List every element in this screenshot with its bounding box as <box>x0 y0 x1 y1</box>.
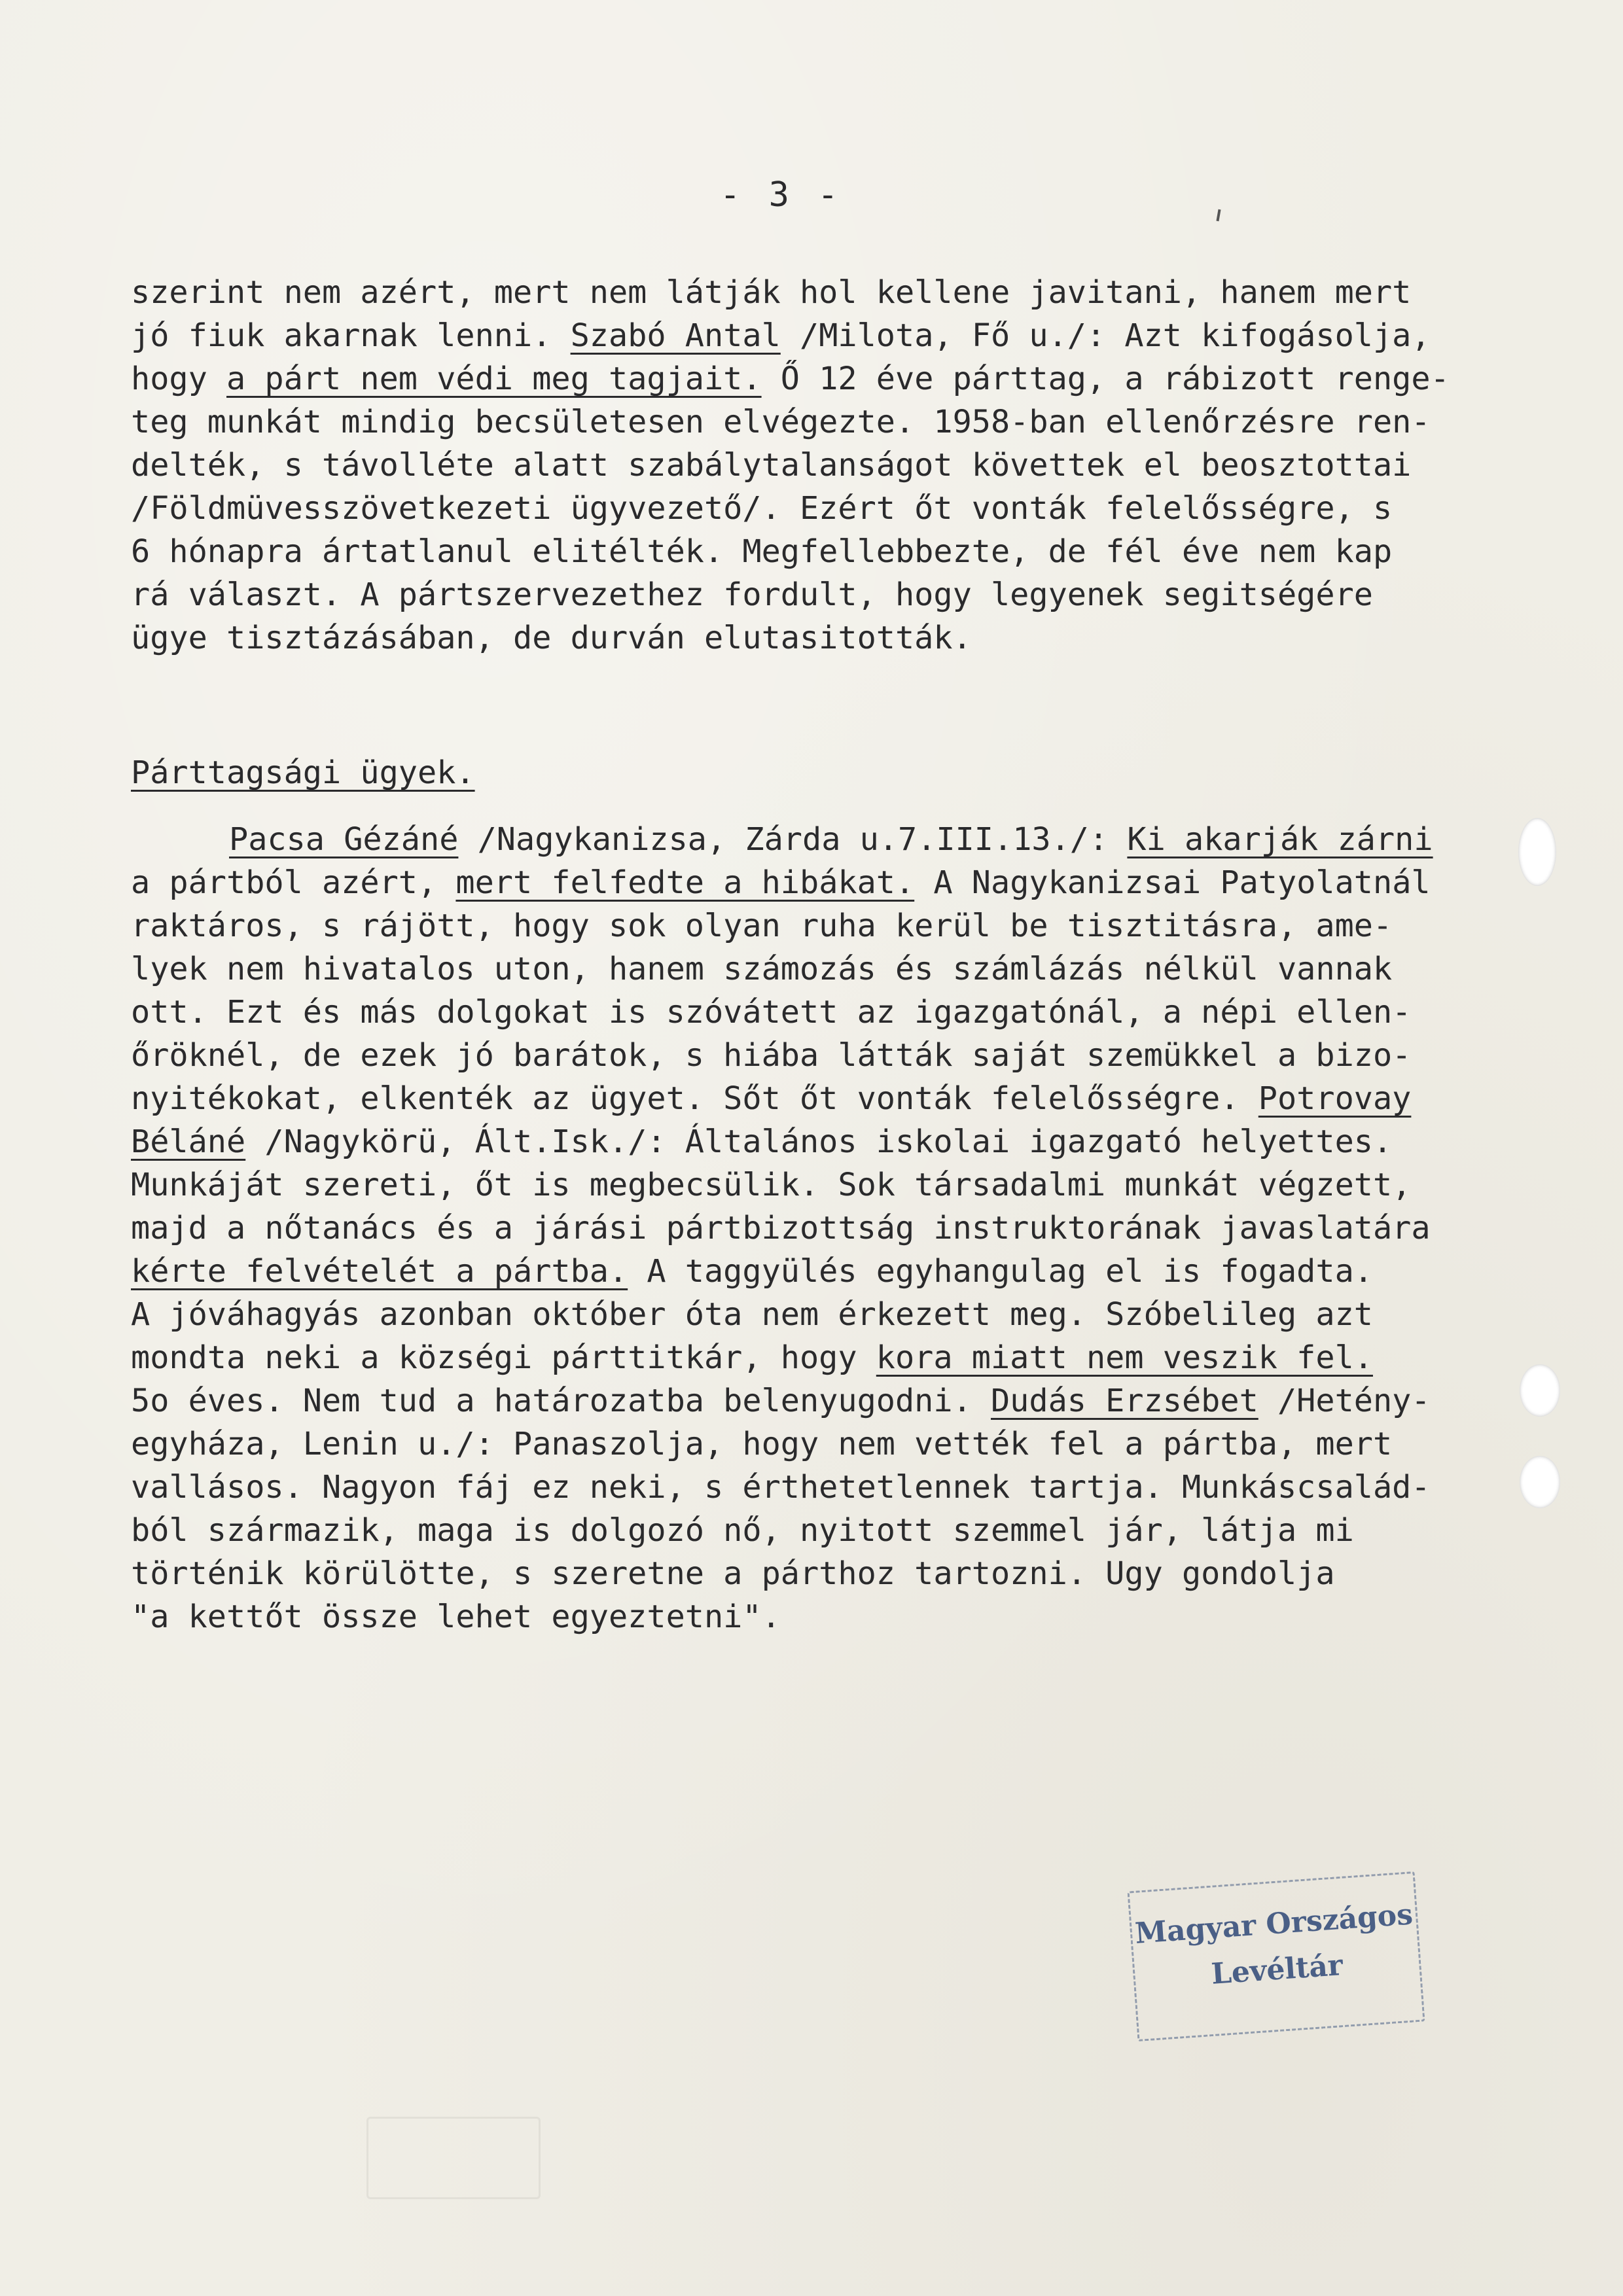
text-line <box>131 1336 1518 1379</box>
text-line <box>131 487 1518 530</box>
text-segment: /Nagykörü, Ált.Isk./: Általános iskolai igazgató helyettes. <box>245 1123 1393 1160</box>
text-segment: 6 hónapra ártatlanul elitélték. Megfellebbezte, de fél éve nem kap <box>131 533 1393 570</box>
text-line <box>131 530 1518 573</box>
text-segment: Ő 12 éve párttag, a rábizott renge- <box>761 361 1450 397</box>
text-segment: 5o éves. Nem tud a határozatba belenyugodni. <box>131 1383 991 1419</box>
text-segment: rá választ. A pártszervezethez fordult, hogy legyenek segitségére <box>131 576 1373 613</box>
text-segment: "a kettőt össze lehet egyeztetni". <box>131 1598 781 1635</box>
text-line <box>131 904 1518 947</box>
text-line <box>131 1163 1518 1207</box>
text-line <box>131 444 1518 487</box>
faint-stamp-impression <box>366 2117 541 2199</box>
text-line <box>131 400 1518 444</box>
text-segment: ott. Ezt és más dolgokat is szóvátett az igazgatónál, a népi ellen- <box>131 994 1412 1031</box>
text-line <box>131 1595 1518 1638</box>
text-segment: /Hetény- <box>1258 1383 1431 1419</box>
text-segment: a pártból azért, <box>131 864 456 901</box>
paragraph-complaints <box>131 271 1518 660</box>
text-line <box>131 357 1518 400</box>
text-segment: vallásos. Nagyon fáj ez neki, s érthetetlennek tartja. Munkáscsalád- <box>131 1469 1431 1506</box>
stamp-line-1: Magyar Országos <box>1133 1898 1414 1951</box>
text-line <box>131 1422 1518 1466</box>
punch-hole <box>1520 1364 1560 1417</box>
punch-hole <box>1518 818 1556 886</box>
text-segment: A jóváhagyás azonban október óta nem érkezett meg. Szóbelileg azt <box>131 1296 1373 1333</box>
text-segment: /Milota, Fő u./: Azt kifogásolja, <box>780 317 1431 354</box>
text-segment: A Nagykanizsai Patyolatnál <box>914 864 1431 901</box>
paragraph-membership-cases <box>131 818 1518 1638</box>
section-heading-text: Párttagsági ügyek. <box>131 754 475 791</box>
text-segment: nyitékokat, elkenték az ügyet. Sőt őt vonták felelősségre. <box>131 1080 1258 1117</box>
text-segment: ból származik, maga is dolgozó nő, nyitott szemmel jár, látja mi <box>131 1512 1354 1549</box>
text-line <box>131 1466 1518 1509</box>
section-heading <box>131 751 1518 794</box>
underlined-phrase: mert felfedte a hibákat. <box>455 864 915 901</box>
underlined-phrase: kora miatt nem veszik fel. <box>876 1339 1373 1376</box>
text-line <box>131 818 1518 861</box>
text-segment: lyek nem hivatalos uton, hanem számozás és számlázás nélkül vannak <box>131 951 1393 987</box>
stray-ink-mark <box>1216 209 1221 221</box>
text-segment: Munkáját szereti, őt is megbecsülik. Sok társadalmi munkát végzett, <box>131 1167 1412 1203</box>
underlined-phrase: Szabó Antal <box>570 317 781 354</box>
underlined-phrase: Ki akarják zárni <box>1127 821 1433 858</box>
text-segment: ügye tisztázásában, de durván elutasitották. <box>131 620 972 656</box>
text-line <box>131 1077 1518 1120</box>
text-line <box>131 1509 1518 1552</box>
text-line <box>131 1293 1518 1336</box>
text-line <box>131 947 1518 991</box>
text-segment: történik körülötte, s szeretne a párthoz tartozni. Ugy gondolja <box>131 1555 1335 1592</box>
text-line <box>131 1207 1518 1250</box>
text-line <box>131 1120 1518 1163</box>
text-segment: delték, s távolléte alatt szabálytalanságot követtek el beosztottai <box>131 447 1412 484</box>
underlined-phrase: Dudás Erzsébet <box>990 1383 1258 1419</box>
text-line <box>131 1379 1518 1422</box>
text-line <box>131 573 1518 616</box>
text-line <box>131 991 1518 1034</box>
archive-stamp <box>1128 1871 1425 2041</box>
page-number: - 3 - <box>720 175 842 215</box>
text-line <box>131 616 1518 660</box>
text-line <box>131 314 1518 357</box>
underlined-phrase: kérte felvételét a pártba. <box>131 1253 628 1290</box>
text-line <box>131 861 1518 904</box>
text-segment: őröknél, de ezek jó barátok, s hiába látták saját szemükkel a bizo- <box>131 1037 1412 1074</box>
text-segment: raktáros, s rájött, hogy sok olyan ruha kerül be tisztitásra, ame- <box>131 908 1393 944</box>
stamp-line-2: Levéltár <box>1210 1948 1344 1991</box>
text-segment: A taggyülés egyhangulag el is fogadta. <box>628 1253 1373 1290</box>
underlined-phrase: Béláné <box>131 1123 246 1160</box>
text-segment: jó fiuk akarnak lenni. <box>131 317 571 354</box>
text-segment: egyháza, Lenin u./: Panaszolja, hogy nem vették fel a pártba, mert <box>131 1426 1393 1462</box>
text-segment: szerint nem azért, mert nem látják hol kellene javitani, hanem mert <box>131 274 1412 311</box>
punch-hole <box>1520 1456 1560 1508</box>
underlined-phrase: Pacsa Gézáné <box>229 821 459 858</box>
underlined-phrase: a párt nem védi meg tagjait. <box>226 361 762 397</box>
text-line <box>131 271 1518 314</box>
text-line <box>131 1250 1518 1293</box>
text-segment: majd a nőtanács és a járási pártbizottság instruktorának javaslatára <box>131 1210 1431 1246</box>
text-segment: teg munkát mindig becsületesen elvégezte. 1958-ban ellenőrzésre ren- <box>131 404 1431 440</box>
text-segment: hogy <box>131 361 226 397</box>
text-line <box>131 1034 1518 1077</box>
text-line <box>131 1552 1518 1595</box>
text-segment: mondta neki a községi párttitkár, hogy <box>131 1339 876 1376</box>
text-segment: /Nagykanizsa, Zárda u.7.III.13./: <box>458 821 1128 858</box>
underlined-phrase: Potrovay <box>1258 1080 1412 1117</box>
text-segment: /Földmüvesszövetkezeti ügyvezető/. Ezért őt vonták felelősségre, s <box>131 490 1393 527</box>
